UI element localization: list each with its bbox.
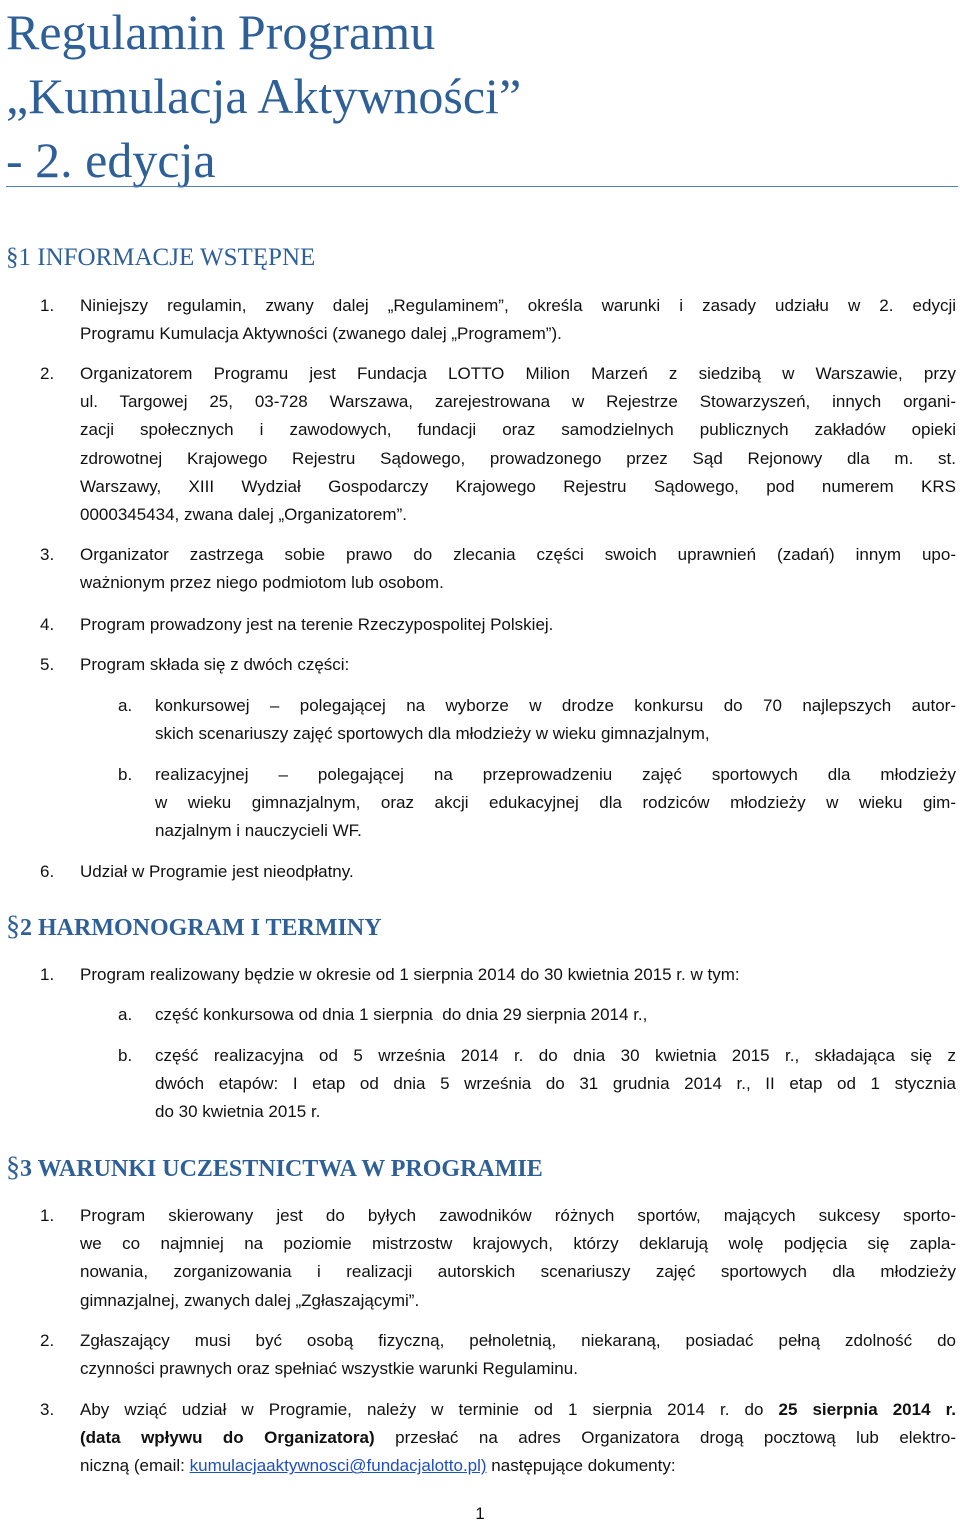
s1-item-1-text bbox=[80, 292, 956, 348]
title-line-1: Regulamin Programu bbox=[6, 4, 436, 60]
s2-item-1b-letter: b. bbox=[118, 1046, 133, 1065]
text-line: Warszawy, XIII Wydział Gospodarczy Krajowego Rejestru Sądowego, pod numerem KRS bbox=[80, 476, 956, 496]
s1-item-3-text bbox=[80, 541, 956, 597]
text-line: gimnazjalnej, zwanych dalej „Zgłaszającymi”. bbox=[80, 1290, 420, 1310]
section-1-heading: §1 INFORMACJE WSTĘPNE bbox=[6, 244, 316, 271]
s1-item-5a-letter: a. bbox=[118, 696, 133, 715]
text-line: Program prowadzony jest na terenie Rzeczypospolitej Polskiej. bbox=[80, 615, 554, 634]
text-line: Programu Kumulacja Aktywności (zwanego dalej „Programem”). bbox=[80, 324, 562, 344]
s1-item-3-number: 3. bbox=[40, 545, 55, 564]
deadline-note: (data wpływu do Organizatora) bbox=[80, 1428, 375, 1448]
section-symbol: § bbox=[6, 1152, 20, 1183]
s2-item-1a-text bbox=[155, 1001, 956, 1029]
text-line: do 30 kwietnia 2015 r. bbox=[155, 1102, 321, 1122]
text-line: skich scenariuszy zajęć sportowych dla młodzieży w wieku gimnazjalnym, bbox=[155, 724, 710, 744]
deadline-date: 25 sierpnia 2014 r. bbox=[778, 1400, 956, 1419]
text-line: zdrowotnej Krajowego Rejestru Sądowego, prowadzonego przez Sąd Rejonowy dla m. st. bbox=[80, 448, 956, 468]
email-link[interactable]: kumulacjaaktywnosci@fundacjalotto.pl) bbox=[189, 1456, 487, 1476]
text-line: część realizacyjna od 5 września 2014 r. do dnia 30 kwietnia 2015 r., składająca się z bbox=[155, 1046, 956, 1065]
s1-item-1-number: 1. bbox=[40, 296, 55, 315]
text-line: 0000345434, zwana dalej „Organizatorem”. bbox=[80, 504, 407, 524]
s1-item-5b-text bbox=[155, 761, 956, 846]
s2-item-1-text bbox=[80, 961, 956, 989]
text-run: niczną (email: bbox=[80, 1456, 190, 1476]
text-line bbox=[80, 1396, 956, 1424]
s1-item-5b-letter: b. bbox=[118, 765, 133, 784]
text-line: nazjalnym i nauczycieli WF. bbox=[155, 821, 362, 841]
text-line: Organizator zastrzega sobie prawo do zlecania części swoich uprawnień (zadań) innym upo- bbox=[80, 545, 956, 564]
text-line: Program skierowany jest do byłych zawodników różnych sportów, mających sukcesy sporto- bbox=[80, 1206, 956, 1225]
s1-item-6-text bbox=[80, 858, 956, 886]
s1-item-4-text bbox=[80, 611, 956, 639]
text-line: we co najmniej na poziomie mistrzostw krajowych, którzy deklarują wolę podjęcia się zapla- bbox=[80, 1234, 956, 1254]
section-symbol: § bbox=[6, 911, 20, 942]
s3-item-3-text bbox=[80, 1396, 956, 1481]
text-line: nowania, zorganizowania i realizacji autorskich scenariuszy zajęć sportowych dla młodzieży bbox=[80, 1262, 956, 1282]
title-line-3: - 2. edycja bbox=[6, 132, 216, 188]
text-line bbox=[80, 1452, 956, 1480]
text-line: dwóch etapów: I etap od dnia 5 września do 31 grudnia 2014 r., II etap od 1 stycznia bbox=[155, 1074, 956, 1094]
text-run: przesłać na adres Organizatora drogą pocztową lub elektro- bbox=[374, 1428, 956, 1448]
section-2-title: 2 HARMONOGRAM I TERMINY bbox=[20, 915, 382, 941]
s3-item-1-text bbox=[80, 1202, 956, 1315]
s3-item-2-text bbox=[80, 1327, 956, 1383]
s1-item-2-text bbox=[80, 360, 956, 529]
text-line: czynności prawnych oraz spełniać wszystkie warunki Regulaminu. bbox=[80, 1359, 578, 1379]
text-line: ul. Targowej 25, 03-728 Warszawa, zarejestrowana w Rejestrze Stowarzyszeń, innych organi- bbox=[80, 392, 956, 412]
text-line: Organizatorem Programu jest Fundacja LOTTO Milion Marzeń z siedzibą w Warszawie, przy bbox=[80, 364, 956, 383]
text-line: Zgłaszający musi być osobą fizyczną, pełnoletnią, niekaraną, posiadać pełną zdolność do bbox=[80, 1331, 956, 1350]
section-2-heading bbox=[6, 912, 382, 943]
s3-item-2-number: 2. bbox=[40, 1331, 55, 1350]
title-divider bbox=[6, 186, 958, 187]
s2-item-1b-text bbox=[155, 1042, 956, 1127]
section-3-title: 3 WARUNKI UCZESTNICTWA W PROGRAMIE bbox=[20, 1156, 543, 1182]
page-title bbox=[6, 0, 946, 192]
s1-item-6-number: 6. bbox=[40, 862, 55, 881]
title-line-2: „Kumulacja Aktywności” bbox=[6, 68, 522, 124]
s1-item-5-text bbox=[80, 651, 956, 679]
text-line bbox=[80, 1424, 956, 1452]
text-line: Udział w Programie jest nieodpłatny. bbox=[80, 862, 354, 881]
s3-item-3-number: 3. bbox=[40, 1400, 55, 1419]
text-line: konkursowej – polegającej na wyborze w drodze konkursu do 70 najlepszych autor- bbox=[155, 696, 956, 715]
text-line: Program realizowany będzie w okresie od 1 sierpnia 2014 do 30 kwietnia 2015 r. w tym: bbox=[80, 965, 740, 984]
text-line: Program składa się z dwóch części: bbox=[80, 655, 350, 674]
text-line: część konkursowa od dnia 1 sierpnia do dnia 29 sierpnia 2014 r., bbox=[155, 1005, 648, 1024]
page-number: 1 bbox=[475, 1504, 485, 1523]
text-line: ważnionym przez niego podmiotom lub osobom. bbox=[80, 573, 444, 593]
s3-item-1-number: 1. bbox=[40, 1206, 55, 1225]
text-line: w wieku gimnazjalnym, oraz akcji edukacyjnej dla rodziców młodzieży w wieku gim- bbox=[155, 793, 956, 813]
s1-item-2-number: 2. bbox=[40, 364, 55, 383]
s1-item-5a-text bbox=[155, 692, 956, 748]
text-line: zacji społecznych i zawodowych, fundacji oraz samodzielnych publicznych zakładów opieki bbox=[80, 420, 956, 440]
text-run: następujące dokumenty: bbox=[486, 1456, 676, 1476]
s2-item-1a-letter: a. bbox=[118, 1005, 133, 1024]
section-3-heading bbox=[6, 1153, 543, 1184]
s1-item-4-number: 4. bbox=[40, 615, 55, 634]
s2-item-1-number: 1. bbox=[40, 965, 55, 984]
text-line: realizacyjnej – polegającej na przeprowadzeniu zajęć sportowych dla młodzieży bbox=[155, 765, 956, 784]
text-line: Niniejszy regulamin, zwany dalej „Regulaminem”, określa warunki i zasady udziału w 2. edycji bbox=[80, 296, 956, 315]
s1-item-5-number: 5. bbox=[40, 655, 55, 674]
text-run: Aby wziąć udział w Programie, należy w terminie od 1 sierpnia 2014 r. do bbox=[80, 1400, 779, 1419]
